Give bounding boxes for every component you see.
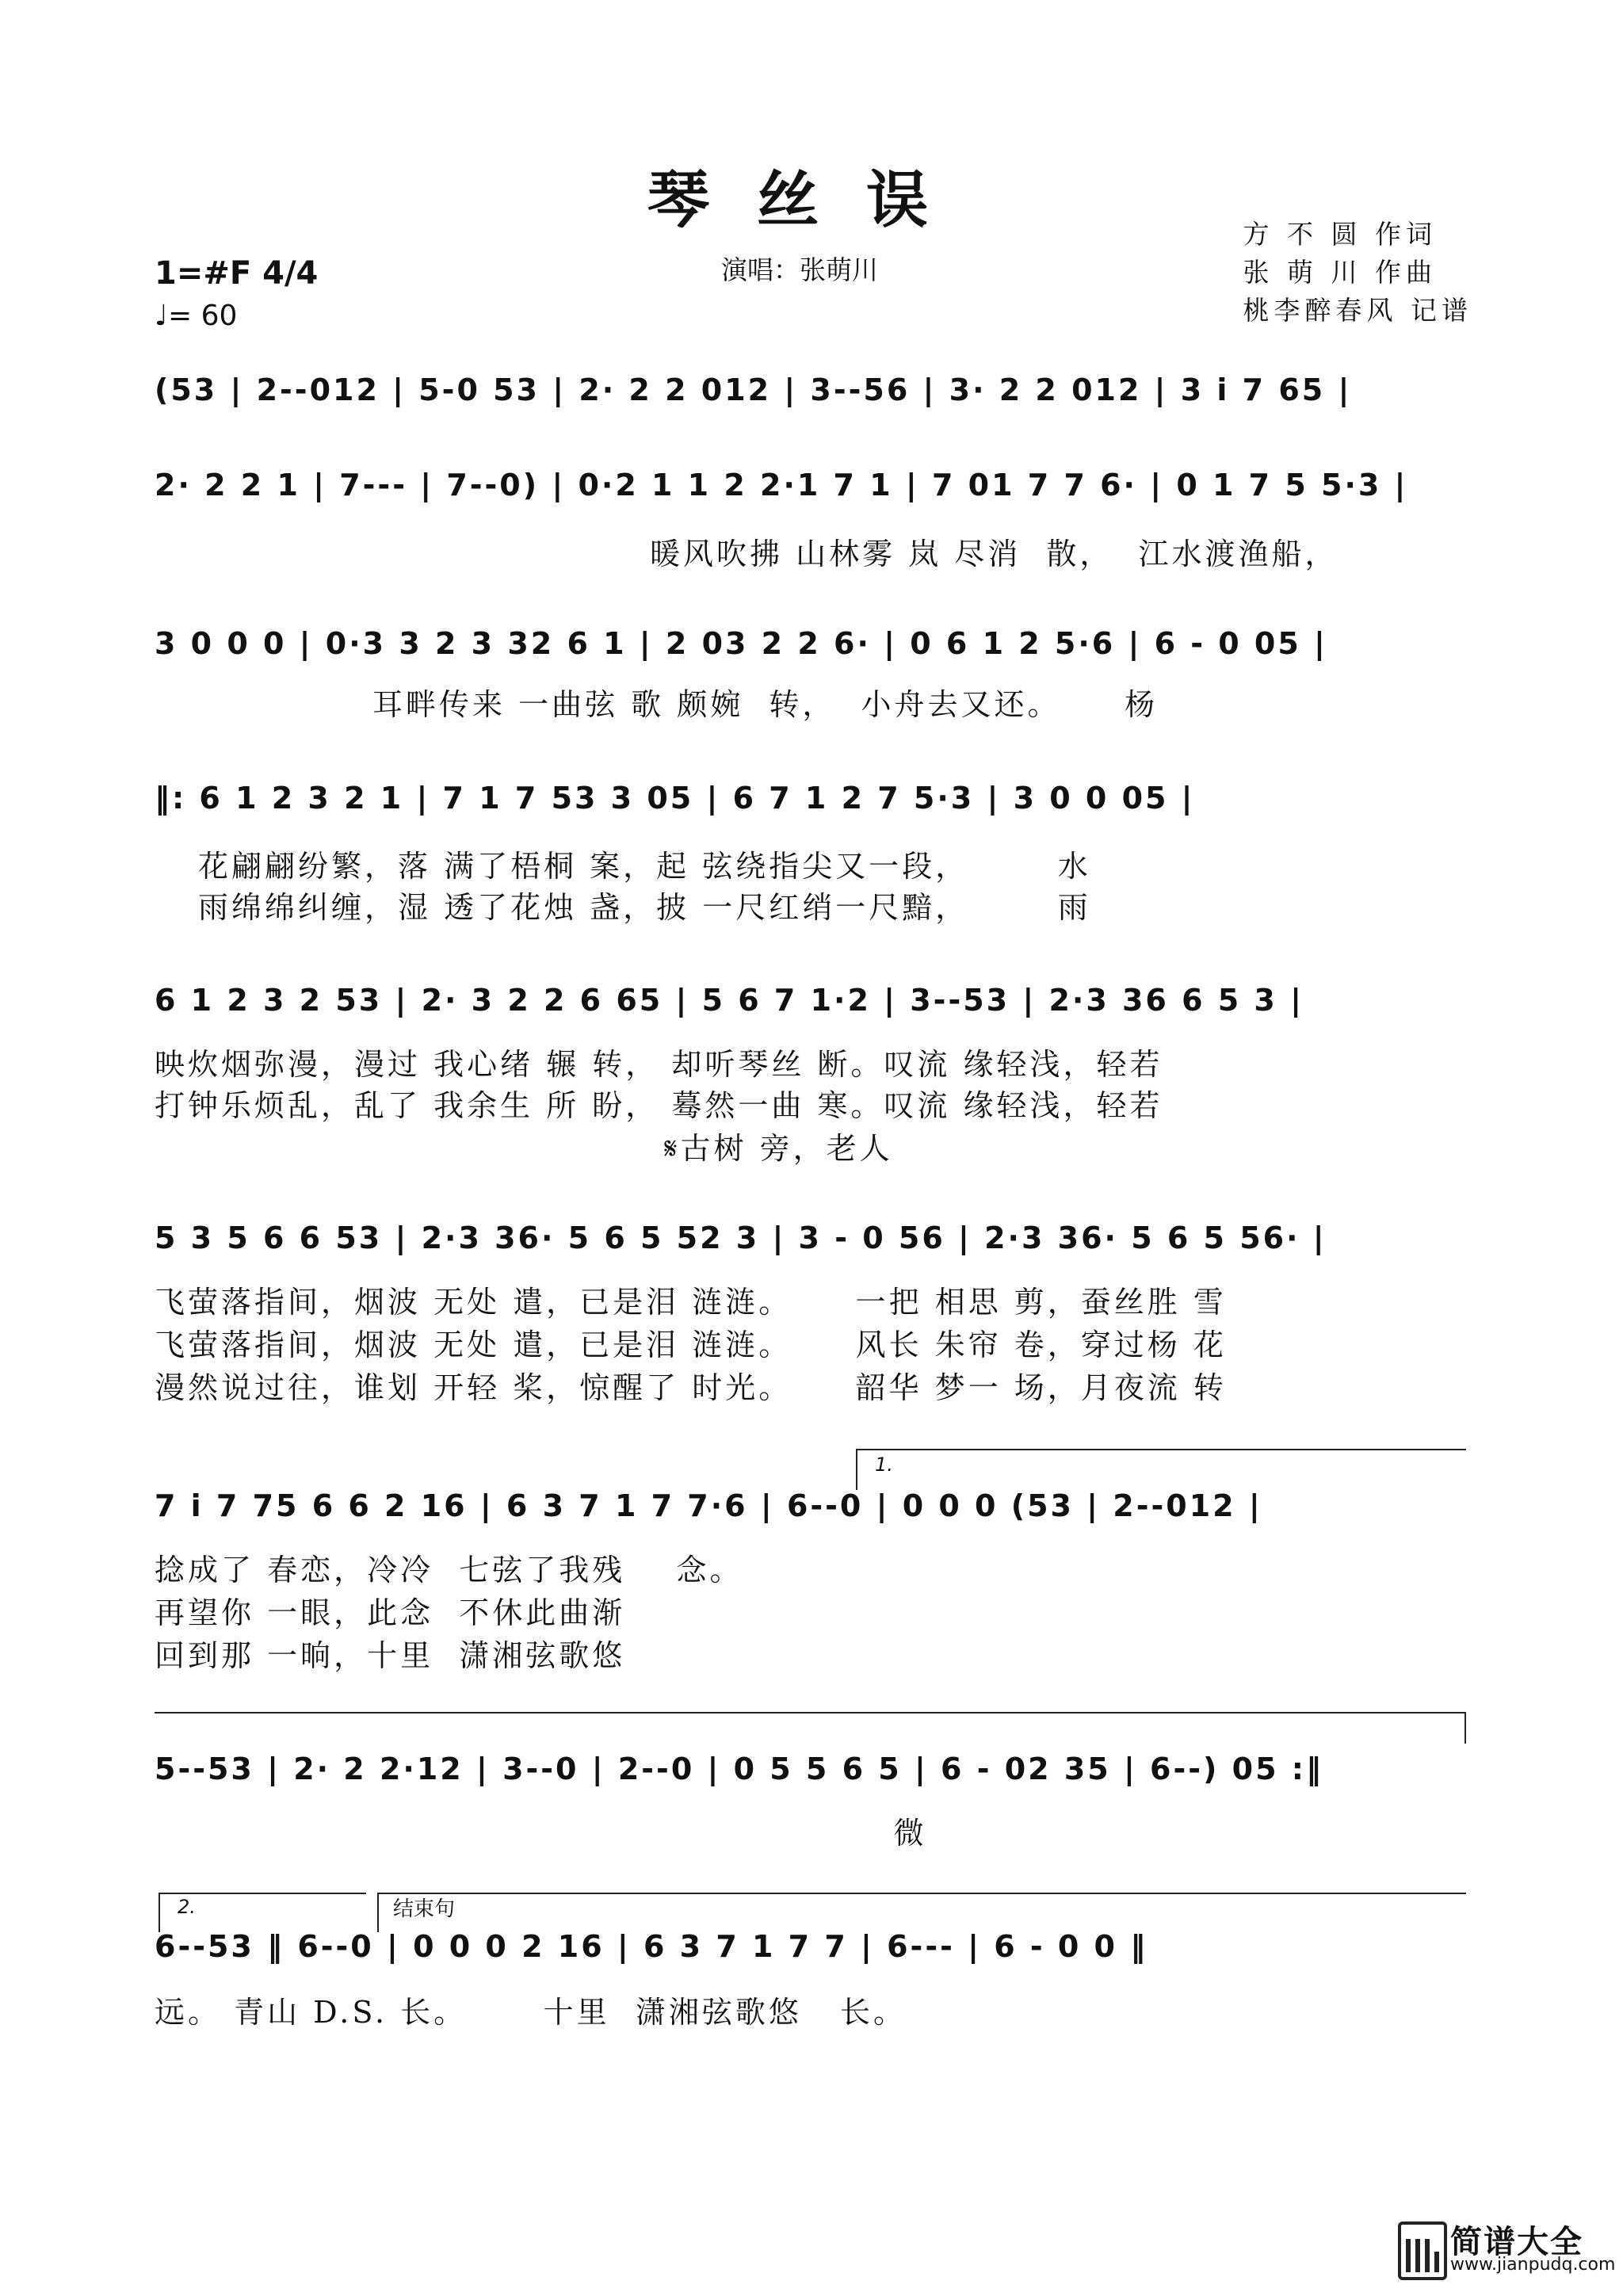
coda-bracket (377, 1893, 1466, 1894)
lyrics-system-6-line-3: 漫然说过往，谁划 开轻 桨，惊醒了 时光。 韶华 梦一 场，月夜流 转 (155, 1370, 1227, 1405)
notation-system-9: 6--53 ‖ 6--0 | 0 0 0 2 16 | 6 3 7 1 7 7 | 6--- | 6 - 0 0 ‖ (155, 1929, 1148, 1964)
volta-bracket-2 (158, 1893, 366, 1894)
lyrics-system-5-line-1: 映炊烟弥漫，漫过 我心绪 辗 转， 却听琴丝 断。叹流 缘轻浅，轻若 (155, 1047, 1163, 1082)
watermark-url: www.jianpudq.com (1450, 2255, 1616, 2275)
lyrics-system-7-line-3: 回到那 一晌，十里 潇湘弦歌悠 (155, 1638, 626, 1673)
volta-bracket-1-continued (155, 1712, 1466, 1713)
notation-system-2: 2· 2 2 1 | 7--- | 7--0) | 0·2 1 1 2 2·1 7 1 | 7 01 7 7 6· | 0 1 7 5 5·3 | (155, 468, 1408, 502)
coda-bracket-stem (377, 1893, 379, 1932)
tempo-marking: ♩= 60 (155, 300, 238, 332)
lyrics-system-7-line-2: 再望你 一眼，此念 不休此曲渐 (155, 1595, 626, 1630)
credits-block (1243, 216, 1473, 330)
coda-label: 结束句 (393, 1897, 456, 1921)
notation-system-4: ‖: 6 1 2 3 2 1 | 7 1 7 53 3 05 | 6 7 1 2 7 5·3 | 3 0 0 05 | (155, 781, 1195, 816)
notation-system-5: 6 1 2 3 2 53 | 2· 3 2 2 6 65 | 5 6 7 1·2 | 3--53 | 2·3 36 6 5 3 | (155, 983, 1304, 1018)
lyrics-system-7-line-1: 捻成了 春恋，冷冷 七弦了我残 念。 (155, 1553, 743, 1587)
volta-bracket-1 (856, 1449, 1466, 1450)
lyricist-credit: 方 不 圆 作词 (1243, 219, 1437, 250)
volta-bracket-1-end (1465, 1712, 1466, 1744)
lyrics-system-9-line-1: 远。 青山 D.S. 长。 十里 潇湘弦歌悠 长。 (155, 1995, 907, 2030)
lyrics-system-4-line-1: 花翩翩纷繁，落 满了梧桐 案，起 弦绕指尖又一段， 水 (198, 849, 1091, 884)
notation-system-6: 5 3 5 6 6 53 | 2·3 36· 5 6 5 52 3 | 3 - 0 56 | 2·3 36· 5 6 5 56· | (155, 1221, 1327, 1255)
lyrics-system-6-line-2: 飞萤落指间，烟波 无处 遣，已是泪 涟涟。 风长 朱帘 卷，穿过杨 花 (155, 1328, 1227, 1362)
site-watermark (1398, 2217, 1616, 2279)
volta-label-1: 1. (875, 1454, 893, 1476)
key-signature: 1=#F 4/4 (155, 255, 319, 292)
piano-logo-icon (1398, 2222, 1447, 2280)
watermark-name: 简谱大全 (1450, 2224, 1583, 2260)
volta-bracket-1-stem (856, 1449, 857, 1490)
notation-system-8: 5--53 | 2· 2 2·12 | 3--0 | 2--0 | 0 5 5 6 5 | 6 - 02 35 | 6--) 05 :‖ (155, 1752, 1323, 1786)
lyrics-system-8-line-1: 微 (155, 1816, 927, 1851)
volta-bracket-2-stem (158, 1893, 160, 1932)
lyrics-system-5-line-3: 𝄋古树 旁，老人 (155, 1131, 893, 1166)
notation-system-3: 3 0 0 0 | 0·3 3 2 3 32 6 1 | 2 03 2 2 6· | 0 6 1 2 5·6 | 6 - 0 05 | (155, 626, 1327, 661)
lyrics-system-4-line-2: 雨绵绵纠缠，湿 透了花烛 盏，披 一尺红绡一尺黯， 雨 (198, 890, 1091, 925)
lyrics-system-2-line-1: 暖风吹拂 山林雾 岚 尽消 散， 江水渡渔船， (650, 537, 1338, 571)
lyrics-system-3-line-1: 耳畔传来 一曲弦 歌 颇婉 转， 小舟去又还。 杨 (372, 687, 1158, 722)
transcriber-credit: 桃李醉春风 记谱 (1243, 295, 1472, 326)
lyrics-system-6-line-1: 飞萤落指间，烟波 无处 遣，已是泪 涟涟。 一把 相思 剪，蚕丝胜 雪 (155, 1285, 1227, 1320)
volta-label-2: 2. (178, 1896, 196, 1918)
notation-system-7: 7 i 7 75 6 6 2 16 | 6 3 7 1 7 7·6 | 6--0 | 0 0 0 (53 | 2--012 | (155, 1488, 1262, 1523)
lyrics-system-5-line-2: 打钟乐烦乱，乱了 我余生 所 盼， 蓦然一曲 寒。叹流 缘轻浅，轻若 (155, 1088, 1163, 1123)
singer-credit: 演唱：张萌川 (721, 254, 878, 285)
page-title: 琴丝误 (647, 164, 976, 236)
composer-credit: 张 萌 川 作曲 (1243, 257, 1437, 288)
notation-system-1: (53 | 2--012 | 5-0 53 | 2· 2 2 012 | 3--56 | 3· 2 2 012 | 3 i 7 65 | (155, 372, 1352, 407)
